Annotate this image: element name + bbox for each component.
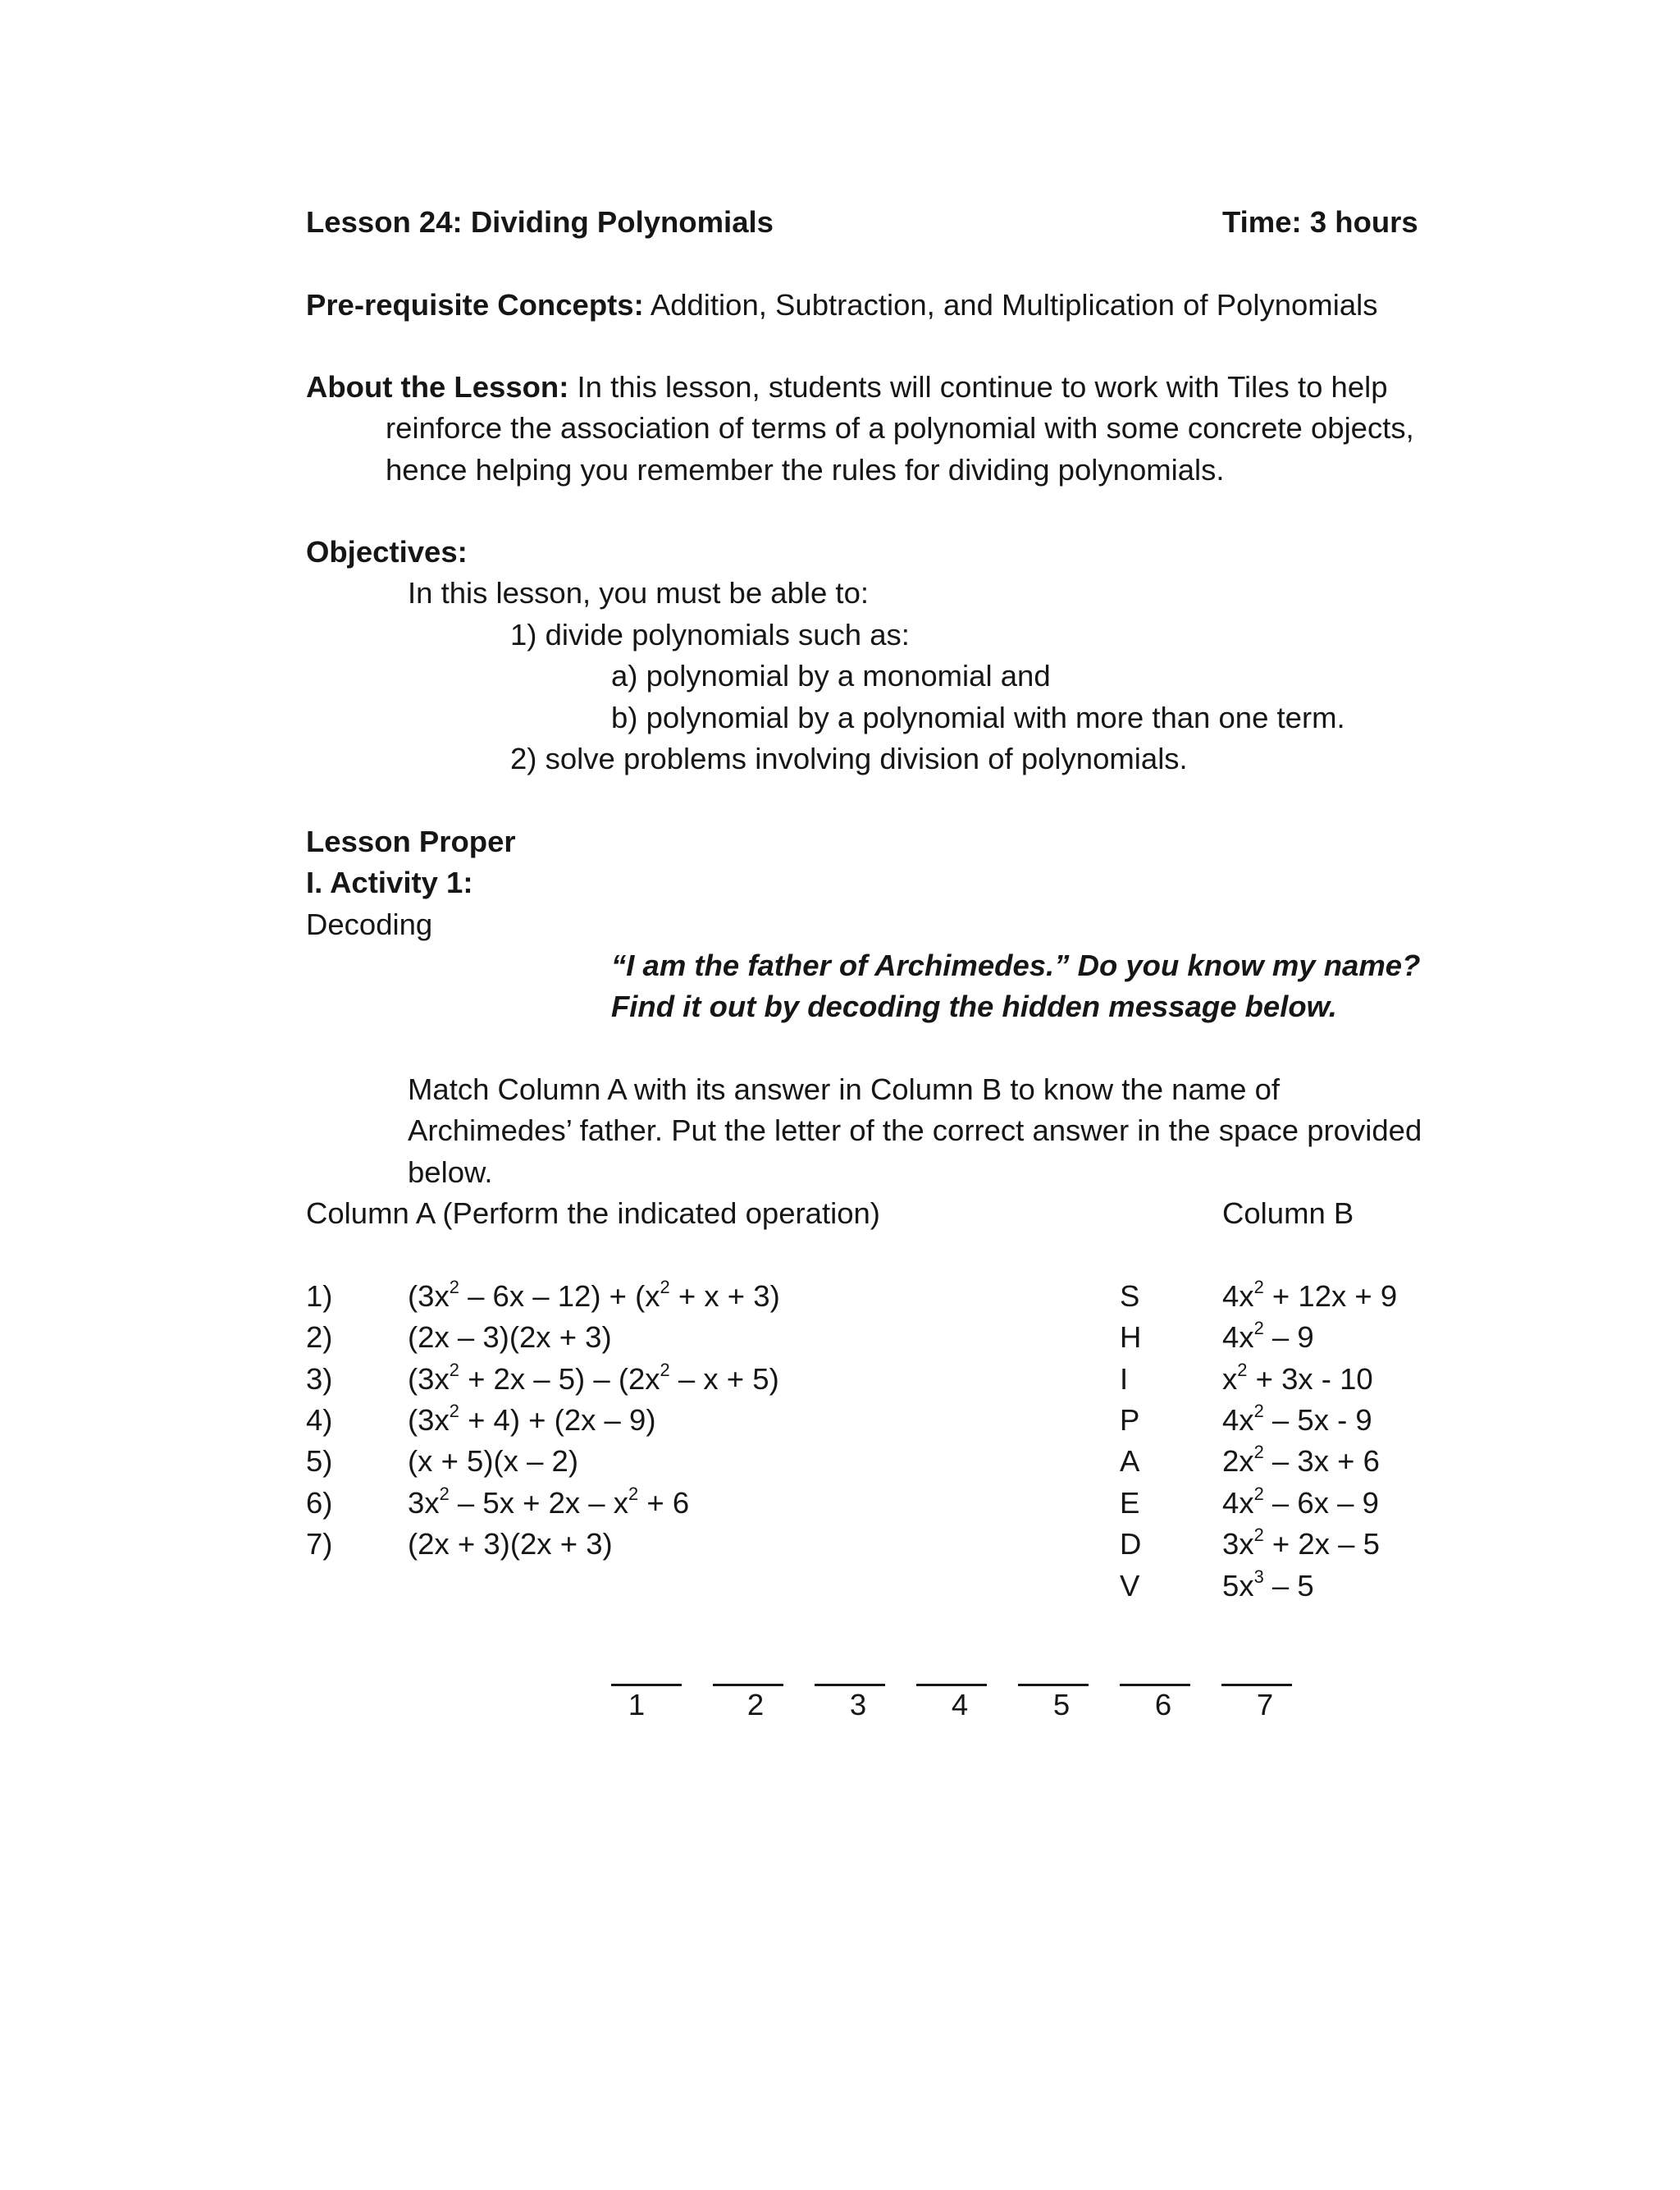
column-b-expr: $3x^2 + 2x - 5$ <box>1222 1524 1380 1561</box>
exponent: 2 <box>449 1359 459 1380</box>
column-a-num: 4) <box>306 1403 333 1437</box>
column-b-letter: A <box>1120 1444 1140 1478</box>
objective-item-1: 1) divide polynomials such as: <box>510 618 910 652</box>
blank-number: 6 <box>1154 1688 1172 1721</box>
exponent: 2 <box>1253 1317 1264 1338</box>
column-a-expr: $3x^2 - 5x + 2x - x^2 + 6$ <box>408 1483 690 1520</box>
exponent: 2 <box>1253 1524 1264 1545</box>
exponent: 2 <box>660 1359 670 1380</box>
about-label: About the Lesson: <box>306 370 569 404</box>
about-line-1 <box>306 366 1388 408</box>
exponent: 2 <box>439 1483 450 1504</box>
column-b-header: Column B <box>1222 1196 1354 1230</box>
column-b-letter: H <box>1120 1320 1142 1354</box>
exponent: 2 <box>1253 1276 1264 1297</box>
exponent: 3 <box>1253 1566 1264 1587</box>
objective-item-1b: b) polynomial by a polynomial with more than one term. <box>611 701 1345 734</box>
exponent: 2 <box>660 1276 670 1297</box>
exponent: 2 <box>1253 1483 1264 1504</box>
objectives-intro: In this lesson, you must be able to: <box>408 576 870 610</box>
column-b-letter: D <box>1120 1527 1142 1561</box>
prereq-line <box>306 284 1377 326</box>
instructions-3: below. <box>408 1155 493 1189</box>
column-b-expr: $x^2 + 3x - 10$ <box>1222 1359 1373 1396</box>
about-text-2: reinforce the association of terms of a polynomial with some concrete objects, <box>386 411 1414 445</box>
instructions-2: Archimedes’ father. Put the letter of the correct answer in the space provided <box>408 1113 1422 1147</box>
exponent: 2 <box>449 1400 459 1421</box>
column-b-expr: $4x^2 - 6x - 9$ <box>1222 1483 1379 1520</box>
column-b-expr: $5x^3 - 5$ <box>1222 1566 1314 1602</box>
column-a-expr: (2x + 3)(2x + 3) <box>408 1527 613 1561</box>
column-a-num: 3) <box>306 1362 333 1396</box>
column-a-num: 7) <box>306 1527 333 1561</box>
activity-quote-2: Find it out by decoding the hidden message below. <box>611 990 1337 1023</box>
column-b-letter: E <box>1120 1486 1140 1520</box>
prereq-text: Addition, Subtraction, and Multiplication of Polynomials <box>643 288 1378 322</box>
blank-number: 3 <box>849 1688 867 1721</box>
exponent: 2 <box>1253 1400 1264 1421</box>
column-b-expr: $4x^2 - 5x - 9$ <box>1222 1400 1372 1437</box>
column-a-expr: (2x – 3)(2x + 3) <box>408 1320 612 1354</box>
column-b-expr: $4x^2 - 9$ <box>1222 1317 1314 1354</box>
exponent: 2 <box>449 1276 459 1297</box>
prereq-label: Pre-requisite Concepts: <box>306 288 644 322</box>
blank-number: 1 <box>628 1688 646 1721</box>
about-text-3: hence helping you remember the rules for dividing polynomials. <box>386 453 1225 487</box>
lesson-title: Lesson 24: Dividing Polynomials <box>306 205 774 239</box>
column-b-expr: $4x^2 + 12x + 9$ <box>1222 1276 1398 1313</box>
objective-item-1a: a) polynomial by a monomial and <box>611 659 1051 693</box>
lesson-time: Time: 3 hours <box>1222 205 1418 239</box>
column-a-expr: $(3x^2 + 2x - 5) - (2x^2 - x + 5)$ <box>408 1359 779 1396</box>
objective-item-2: 2) solve problems involving division of polynomials. <box>510 742 1188 775</box>
blank-number: 7 <box>1256 1688 1274 1721</box>
activity-name: Decoding <box>306 908 433 941</box>
column-a-expr: $(3x^2 + 4) + (2x - 9)$ <box>408 1400 656 1437</box>
column-b-letter: V <box>1120 1569 1140 1602</box>
objectives-label: Objectives: <box>306 535 468 569</box>
column-a-num: 6) <box>306 1486 333 1520</box>
blank-number: 5 <box>1052 1688 1071 1721</box>
column-a-expr: $(3x^2 - 6x - 12) + (x^2 + x + 3)$ <box>408 1276 780 1313</box>
blank-number: 2 <box>746 1688 765 1721</box>
instructions-1: Match Column A with its answer in Column B to know the name of <box>408 1072 1281 1106</box>
lesson-proper-heading: Lesson Proper <box>306 825 516 858</box>
column-a-num: 1) <box>306 1279 333 1313</box>
exponent: 2 <box>628 1483 639 1504</box>
column-b-letter: I <box>1120 1362 1129 1396</box>
column-a-header: Column A (Perform the indicated operation) <box>306 1196 880 1230</box>
about-text-1: In this lesson, students will continue to work with Tiles to help <box>568 370 1388 404</box>
column-a-num: 5) <box>306 1444 333 1478</box>
column-a-num: 2) <box>306 1320 333 1354</box>
activity-quote-1: “I am the father of Archimedes.” Do you know my name? <box>611 949 1421 982</box>
blank-number: 4 <box>951 1688 969 1721</box>
column-a-expr: (x + 5)(x – 2) <box>408 1444 579 1478</box>
column-b-expr: $2x^2 - 3x + 6$ <box>1222 1441 1380 1478</box>
exponent: 2 <box>1253 1441 1264 1462</box>
column-b-letter: P <box>1120 1403 1140 1437</box>
column-b-letter: S <box>1120 1279 1140 1313</box>
activity-heading: I. Activity 1: <box>306 866 473 899</box>
exponent: 2 <box>1237 1359 1248 1380</box>
